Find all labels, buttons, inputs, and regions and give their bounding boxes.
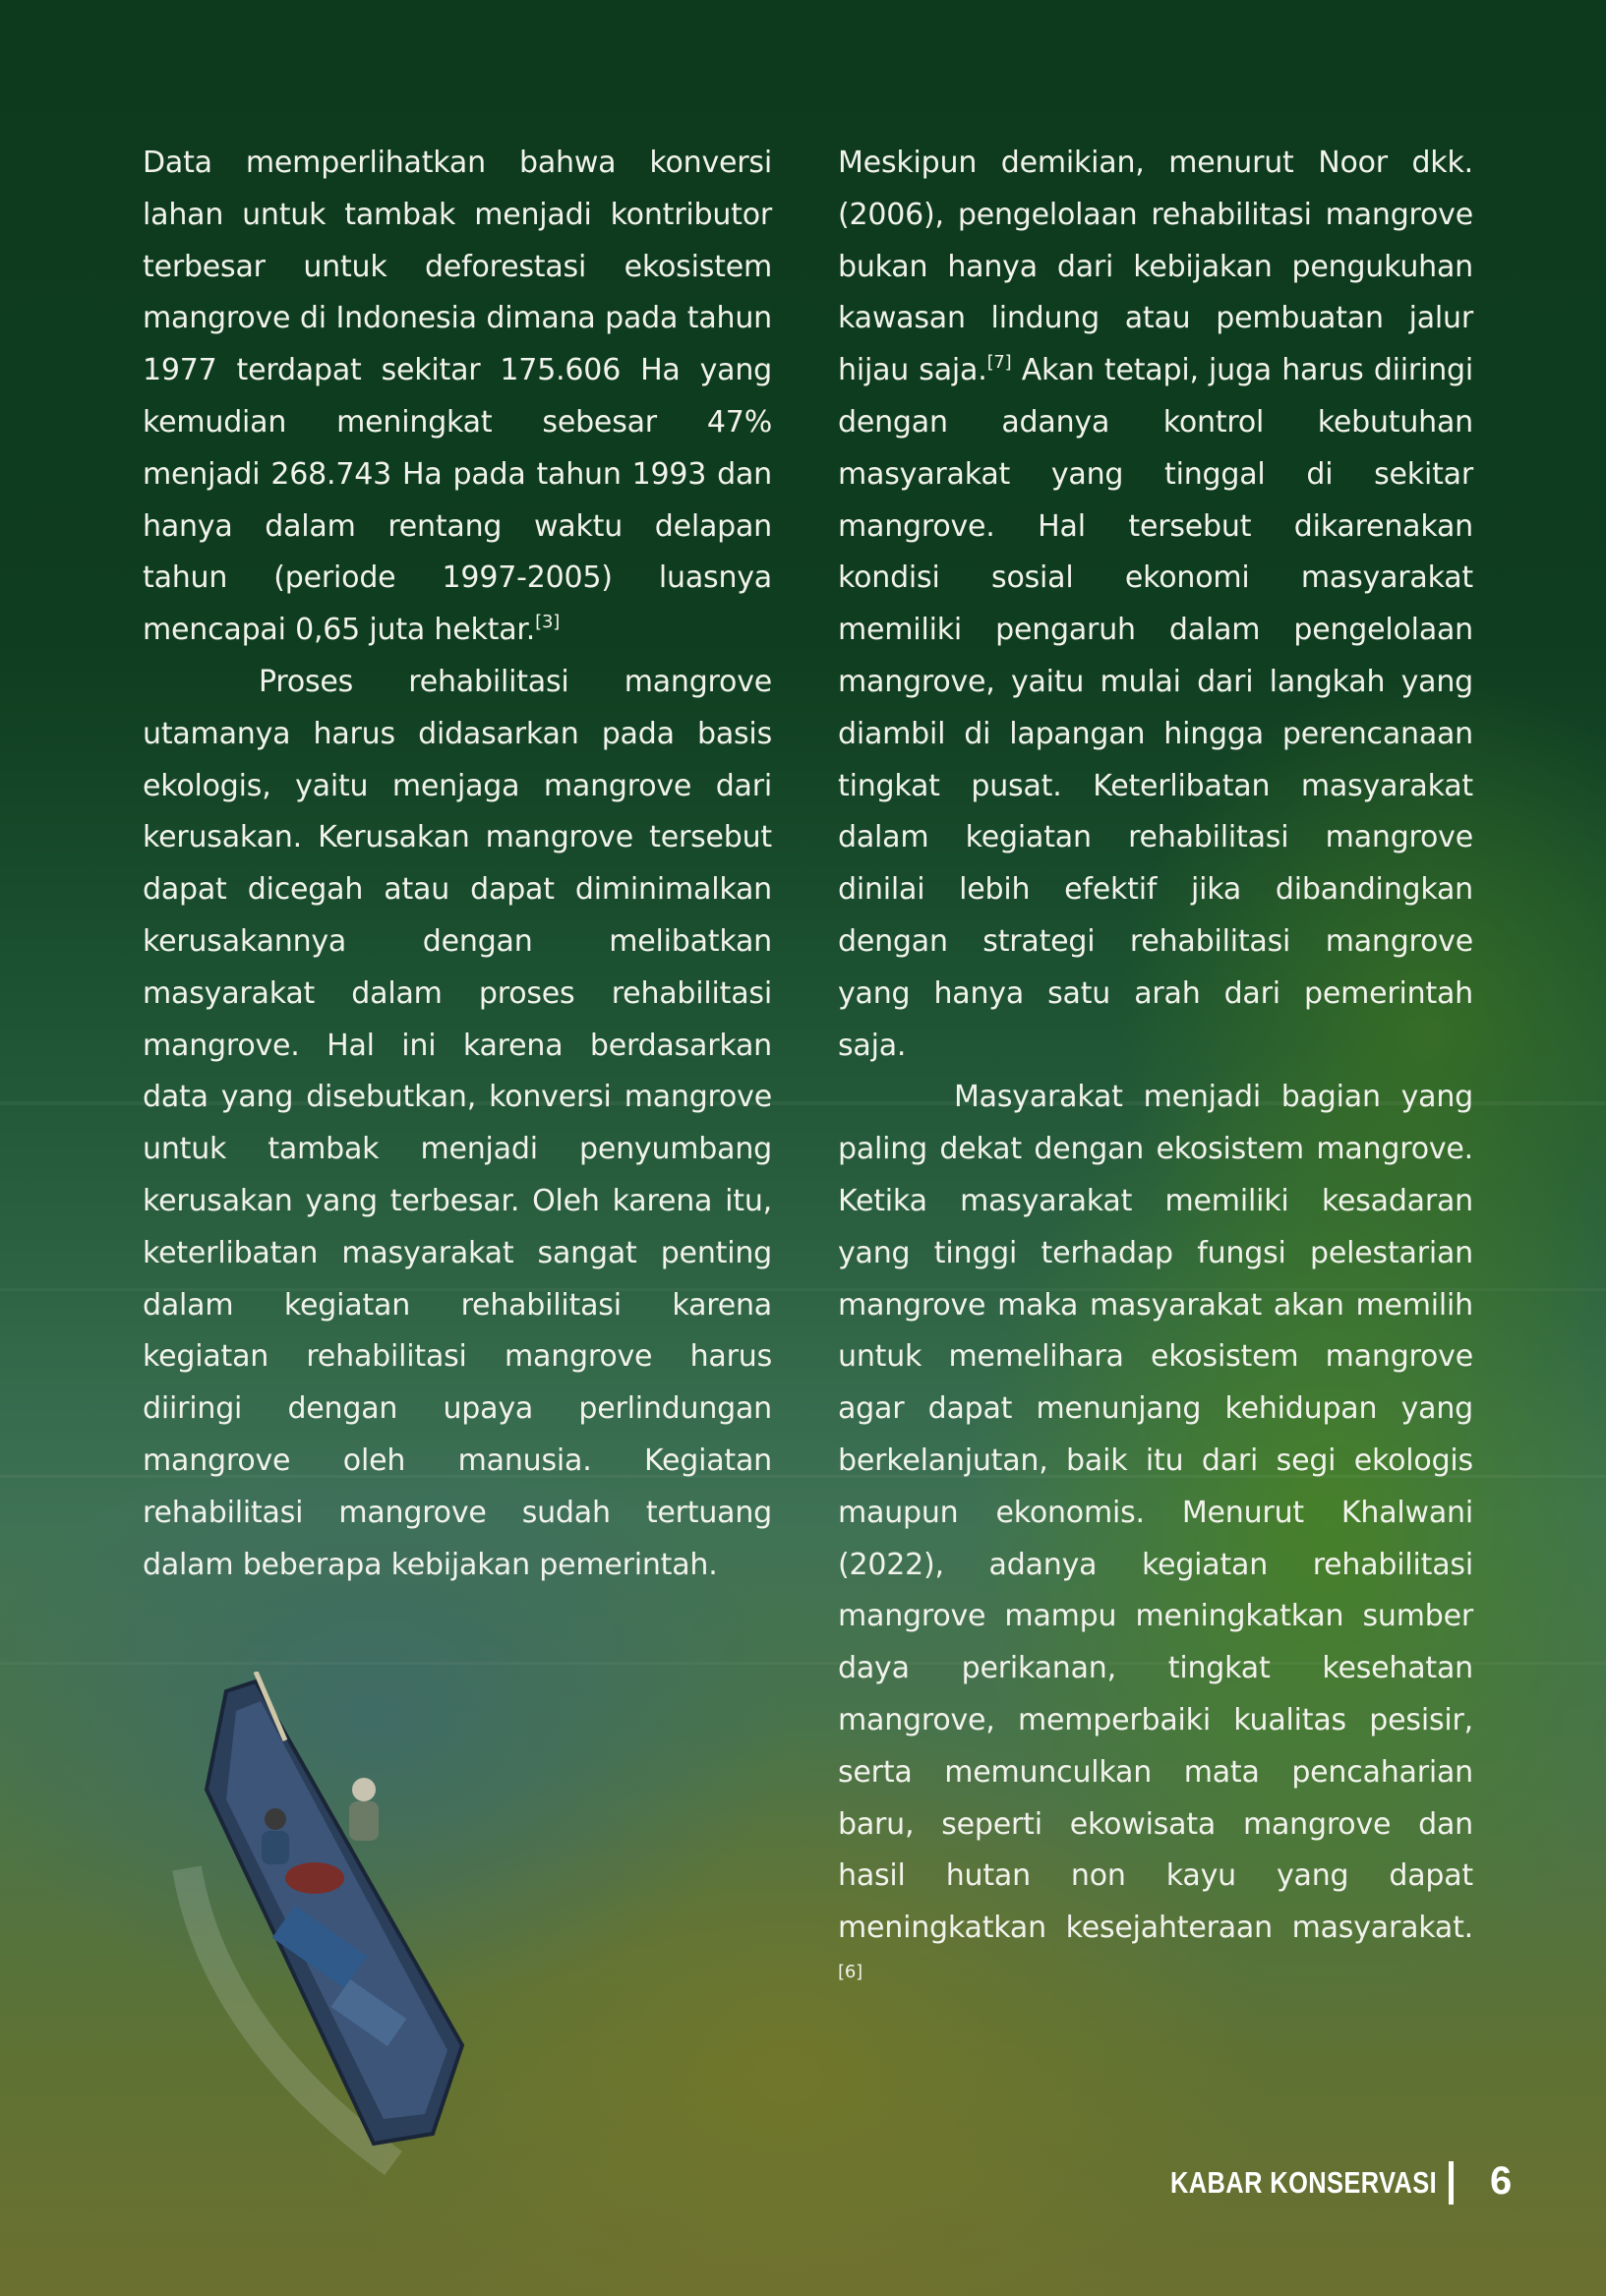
page-footer (1160, 2153, 1515, 2212)
paragraph (143, 138, 772, 657)
article-right-column (838, 138, 1473, 2007)
paragraph-text: Masyarakat menjadi bagian yang paling dekat dengan ekosistem mangrove. Ketika masyarakat memiliki kesadaran yang tinggi terhadap fungsi pelestarian mangrove maka masyarakat akan memilih untuk memelihara ekosistem mangrove agar dapat menunjang kehidupan yang berkelanjutan, baik itu dari segi ekologis maupun ekonomis. Menurut Khalwani (2022), adanya kegiatan rehabilitasi mangrove mampu meningkatkan sumber daya perikanan, tingkat kesehatan mangrove, memperbaiki kualitas pesisir, serta memunculkan mata pencaharian baru, seperti ekowisata mangrove dan hasil hutan non kayu yang dapat meningkatkan kesejahteraan masyarakat. (838, 1080, 1473, 1946)
paragraph (838, 138, 1473, 1072)
article-left-column (143, 138, 772, 1591)
page-number: 6 (1490, 2159, 1513, 2203)
boat-illustration (167, 1672, 580, 2183)
citation-ref: [3] (535, 612, 561, 633)
citation-ref: [6] (838, 1961, 862, 1982)
paragraph: Proses rehabilitasi mangrove utamanya harus didasarkan pada basis ekologis, yaitu menjaga mangrove dari kerusakan. Kerusakan mangrove tersebut dapat dicegah atau dapat diminimalkan kerusakannya dengan melibatkan masyarakat dalam proses rehabilitasi mangrove. Hal ini karena berdasarkan data yang disebutkan, konversi mangrove untuk tambak menjadi penyumbang kerusakan yang terbesar. Oleh karena itu, keterlibatan masyarakat sangat penting dalam kegiatan rehabilitasi karena kegiatan rehabilitasi mangrove harus diiringi dengan upaya perlindungan mangrove oleh manusia. Kegiatan rehabilitasi mangrove sudah tertuang dalam beberapa kebijakan pemerintah. (143, 664, 772, 1582)
paragraph-text: Data memperlihatkan bahwa konversi lahan untuk tambak menjadi kontributor terbesar untuk deforestasi ekosistem mangrove di Indonesia dimana pada tahun 1977 terdapat sekitar 175.606 Ha yang kemudian meningkat sebesar 47% menjadi 268.743 Ha pada tahun 1993 dan hanya dalam rentang waktu delapan tahun (periode 1997-2005) luasnya mencapai 0,65 juta hektar. (143, 146, 772, 648)
paragraph-text: Meskipun demikian, menurut Noor dkk. (2006), pengelolaan rehabilitasi mangrove bukan hanya dari kebijakan pengukuhan kawasan lindung atau pembuatan jalur hijau saja. (838, 146, 1473, 388)
publication-name: KABAR KONSERVASI (1170, 2165, 1438, 2200)
paragraph-text: Akan tetapi, juga harus diiringi dengan adanya kontrol kebutuhan masyarakat yang tinggal di sekitar mangrove. Hal tersebut dikarenakan kondisi sosial ekonomi masyarakat memiliki pengaruh dalam pengelolaan mangrove, yaitu mulai dari langkah yang diambil di lapangan hingga perencanaan tingkat pusat. Keterlibatan masyarakat dalam kegiatan rehabilitasi mangrove dinilai lebih efektif jika dibandingkan dengan strategi rehabilitasi mangrove yang hanya satu arah dari pemerintah saja. (838, 353, 1473, 1063)
citation-ref: [7] (986, 352, 1012, 374)
footer-divider (1449, 2161, 1454, 2205)
paragraph (838, 1072, 1473, 2006)
